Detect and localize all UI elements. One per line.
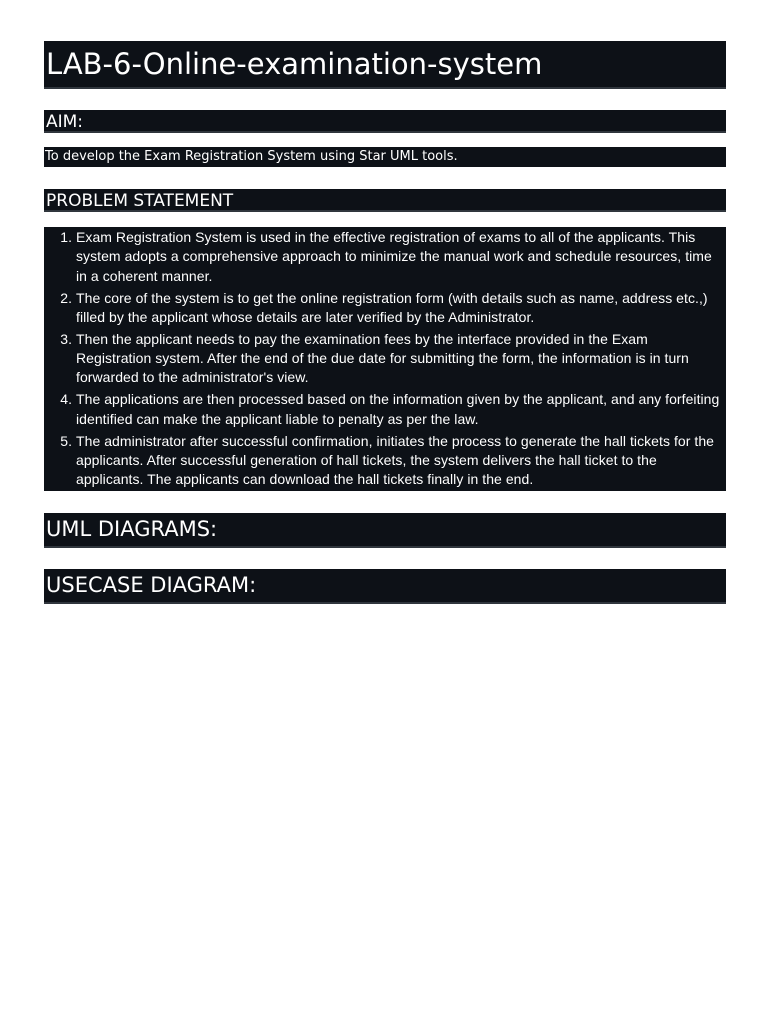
problem-item-5: 5. The administrator after successful confirmation, initiates the process to generate the hall tickets for the applicants. After successful generation of hall tickets, the system delivers the hall ticket to the applicants. The applicants can download the hall tickets finally in the end.	[76, 432, 724, 490]
document-page	[44, 41, 726, 604]
aim-text: To develop the Exam Registration System using Star UML tools.	[44, 147, 726, 167]
problem-statement-list	[44, 227, 726, 491]
problem-item-3: 3. Then the applicant needs to pay the examination fees by the interface provided in the Exam Registration system. After the end of the due date for submitting the form, the information is in turn forwarded to the administrator's view.	[76, 330, 724, 388]
uml-diagrams-heading: UML DIAGRAMS:	[44, 513, 726, 548]
problem-item-4: 4. The applications are then processed based on the information given by the applicant, and any forfeiting identified can make the applicant liable to penalty as per the law.	[76, 390, 724, 429]
aim-heading: AIM:	[44, 110, 726, 133]
problem-statement-heading: PROBLEM STATEMENT	[44, 189, 726, 212]
page-title: LAB-6-Online-examination-system	[44, 41, 726, 89]
problem-item-2: 2. The core of the system is to get the online registration form (with details such as name, address etc.,) filled by the applicant whose details are later verified by the Administrator.	[76, 289, 724, 328]
problem-item-1: 1. Exam Registration System is used in the effective registration of exams to all of the applicants. This system adopts a comprehensive approach to minimize the manual work and schedule resources, time in a coherent manner.	[76, 228, 724, 286]
usecase-diagram-heading: USECASE DIAGRAM:	[44, 569, 726, 604]
